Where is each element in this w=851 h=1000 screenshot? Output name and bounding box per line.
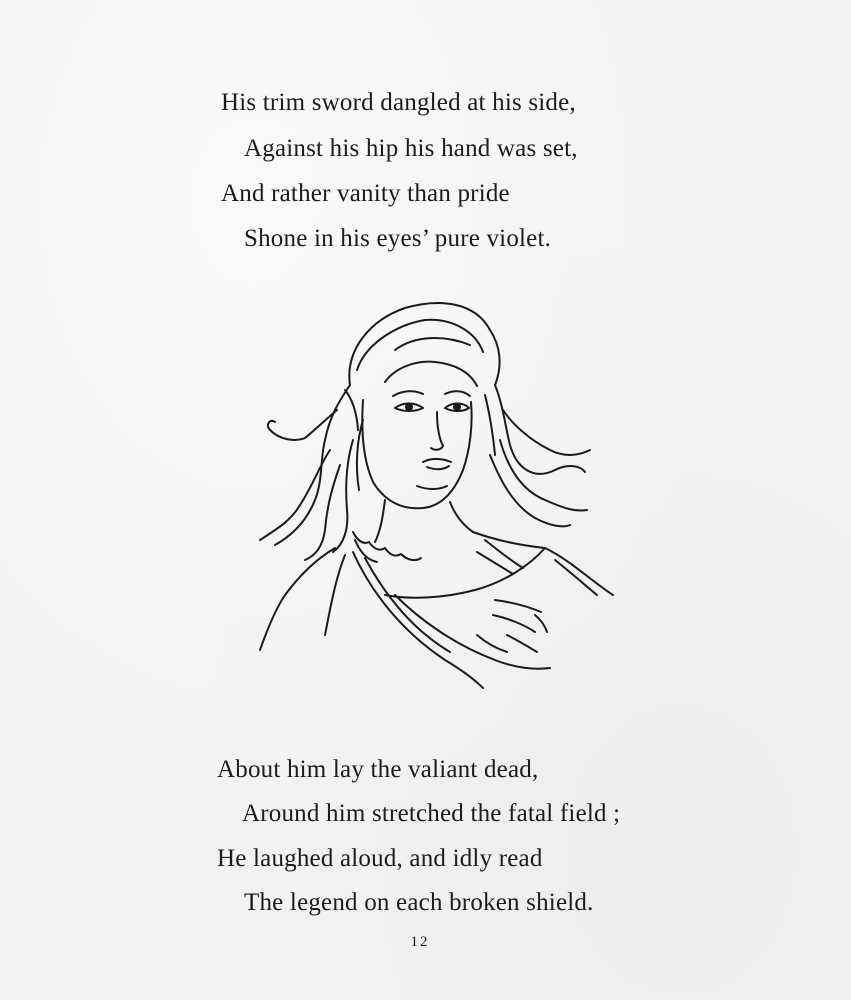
portrait-of-young-knight-line-drawing — [245, 290, 625, 700]
stanza-2-line-3: He laughed aloud, and idly read — [217, 845, 543, 872]
stanza-2-line-1: About him lay the valiant dead, — [217, 756, 539, 783]
stanza-2-line-4: The legend on each broken shield. — [244, 889, 594, 916]
stanza-1-line-4: Shone in his eyes’ pure violet. — [244, 225, 552, 252]
page-number: 12 — [410, 934, 430, 950]
stanza-1-line-3: And rather vanity than pride — [221, 180, 510, 207]
stanza-2-line-2: Around him stretched the fatal field ; — [242, 800, 621, 827]
stanza-1-line-2: Against his hip his hand was set, — [244, 135, 578, 162]
portrait-illustration — [245, 290, 625, 700]
stanza-1-line-1: His trim sword dangled at his side, — [221, 89, 576, 116]
